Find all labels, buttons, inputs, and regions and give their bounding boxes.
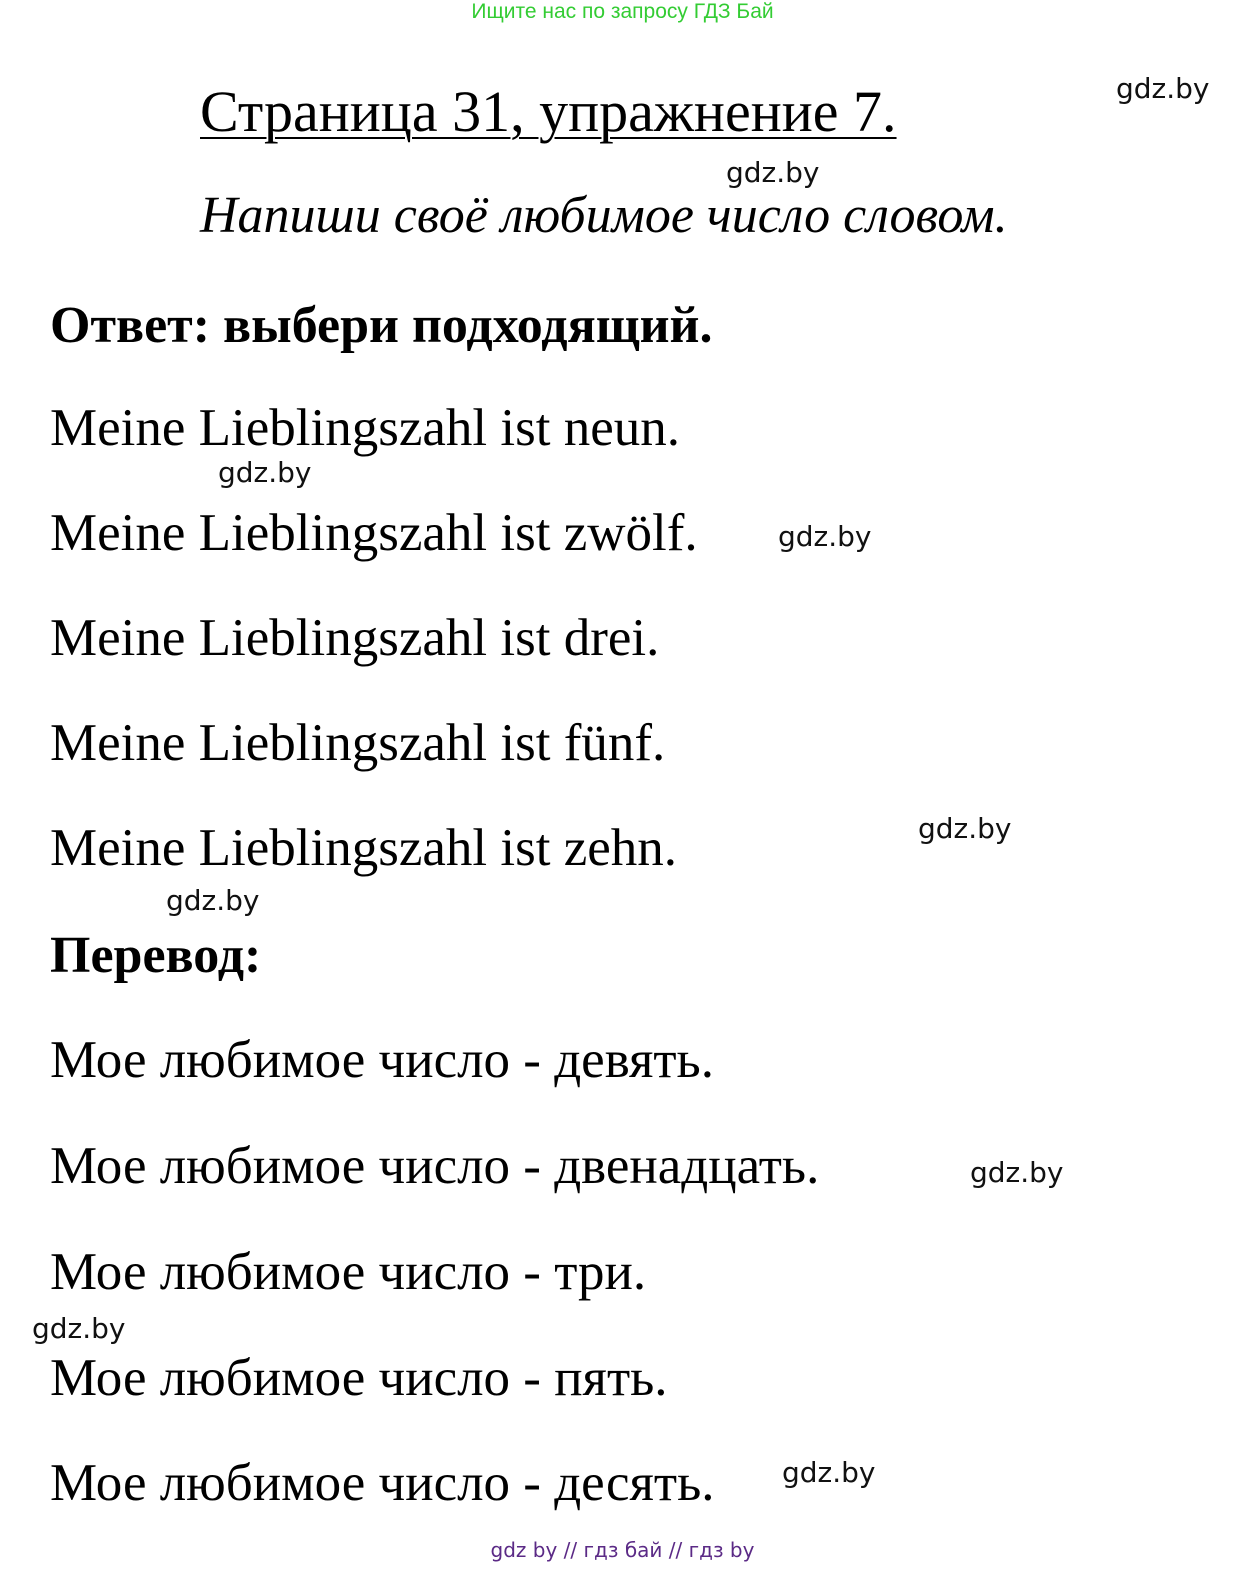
translation-line-4: Мое любимое число - пять. [50,1349,668,1407]
translation-heading: Перевод: [50,927,262,984]
watermark: gdz.by [32,1312,126,1345]
translation-line-5: Мое любимое число - десять. [50,1454,715,1512]
watermark: gdz.by [166,884,260,917]
watermark: gdz.by [218,456,312,489]
watermark: gdz.by [918,812,1012,845]
answer-line-1: Meine Lieblingszahl ist neun. [50,399,680,457]
answer-line-5: Meine Lieblingszahl ist zehn. [50,819,677,877]
footer-watermark: gdz by // гдз бай // гдз by [490,1538,755,1562]
answer-line-4: Meine Lieblingszahl ist fünf. [50,714,666,772]
watermark: gdz.by [782,1456,876,1489]
watermark: gdz.by [970,1156,1064,1189]
answer-line-2: Meine Lieblingszahl ist zwölf. [50,504,698,562]
watermark: gdz.by [778,520,872,553]
translation-line-1: Мое любимое число - девять. [50,1031,714,1089]
translation-line-3: Мое любимое число - три. [50,1243,647,1301]
answer-line-3: Meine Lieblingszahl ist drei. [50,609,660,667]
task-text: Напиши своё любимое число словом. [200,187,1008,244]
answer-heading: Ответ: выбери подходящий. [50,297,713,354]
watermark: gdz.by [1116,72,1210,105]
translation-line-2: Мое любимое число - двенадцать. [50,1137,820,1195]
top-banner: Ищите нас по запросу ГДЗ Бай [471,0,774,23]
page-title: Страница 31, упражнение 7. [200,79,897,144]
watermark: gdz.by [726,156,820,189]
